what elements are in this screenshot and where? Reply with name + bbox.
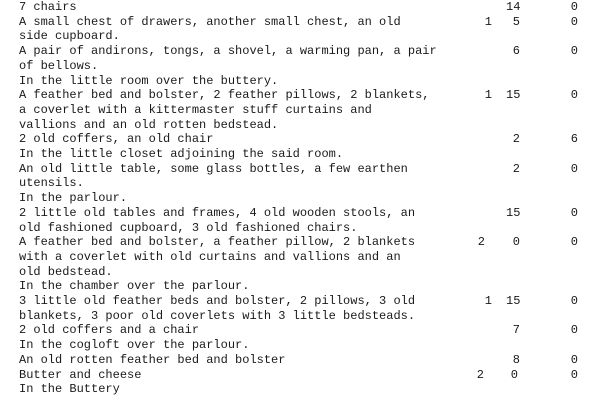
shillings-value: 6 xyxy=(512,44,520,59)
entry-description xyxy=(0,15,459,44)
shillings-value: 2 xyxy=(512,161,520,176)
entry-description xyxy=(0,206,459,235)
description-line: 2 old coffers, an old chair xyxy=(19,132,214,147)
description-line: In the chamber over the parlour. xyxy=(19,279,250,294)
pounds-value: 2 xyxy=(476,367,484,382)
section-heading xyxy=(0,147,600,162)
section-heading xyxy=(0,279,600,294)
entry-description xyxy=(0,294,459,323)
entry-description xyxy=(0,323,459,338)
shillings-value: 15 xyxy=(506,88,521,103)
pence-value: 0 xyxy=(570,352,578,367)
inventory-entry xyxy=(0,353,600,368)
entry-description xyxy=(0,368,459,383)
pence-value: 0 xyxy=(570,235,578,250)
inventory-entry xyxy=(0,368,600,383)
description-line: A small chest of drawers, another small chest, an old xyxy=(19,14,401,29)
pence-value: 0 xyxy=(570,0,578,14)
description-line: A feather bed and bolster, a feather pillow, 2 blankets xyxy=(19,235,416,250)
description-line: vallions and an old rotten bedstead. xyxy=(19,117,279,132)
description-line: 2 little old tables and frames, 4 old wooden stools, an xyxy=(19,205,416,220)
pence-value: 0 xyxy=(570,294,578,309)
entry-description xyxy=(0,162,459,191)
shillings-value: 8 xyxy=(512,352,520,367)
inventory-entry xyxy=(0,206,600,235)
pounds-value: 1 xyxy=(484,14,492,29)
description-line: In the little closet adjoining the said room. xyxy=(19,147,344,162)
description-line: of bellows. xyxy=(19,58,99,73)
entry-description xyxy=(0,88,459,132)
description-line: old fashioned cupboard, 3 old fashioned chairs. xyxy=(19,220,358,235)
description-line: In the cogloft over the parlour. xyxy=(19,338,250,353)
shillings-value: 15 xyxy=(506,205,521,220)
entry-description xyxy=(0,235,459,279)
pounds-value: 1 xyxy=(484,294,492,309)
pence-value: 0 xyxy=(570,161,578,176)
description-line: An old little table, some glass bottles, a few earthen xyxy=(19,161,408,176)
inventory-entry xyxy=(0,294,600,323)
description-line: A pair of andirons, tongs, a shovel, a warming pan, a pair xyxy=(19,44,437,59)
description-line: 3 little old feather beds and bolster, 2 pillows, 3 old xyxy=(19,294,416,309)
shillings-value: 0 xyxy=(512,235,520,250)
shillings-value: 7 xyxy=(512,323,520,338)
heading-text xyxy=(0,279,479,294)
inventory-entry xyxy=(0,0,600,15)
pence-value: 0 xyxy=(570,44,578,59)
pence-value: 0 xyxy=(570,367,578,382)
pence-value: 0 xyxy=(570,88,578,103)
entry-description xyxy=(0,0,459,15)
pence-value: 0 xyxy=(570,205,578,220)
heading-text xyxy=(0,74,479,89)
shillings-value: 5 xyxy=(512,14,520,29)
description-line: An old rotten feather bed and bolster xyxy=(19,352,286,367)
shillings-value: 14 xyxy=(506,0,521,14)
shillings-value: 0 xyxy=(510,367,518,382)
inventory-entry xyxy=(0,235,600,279)
pence-value: 0 xyxy=(570,14,578,29)
section-heading xyxy=(0,74,600,89)
description-line: a coverlet with a kittermaster stuff curtains and xyxy=(19,102,372,117)
heading-text xyxy=(0,191,479,206)
cutoff-line: In the Buttery xyxy=(19,382,120,397)
shillings-value: 2 xyxy=(512,132,520,147)
pence-value: 0 xyxy=(570,323,578,338)
pounds-value: 2 xyxy=(477,235,485,250)
entry-description xyxy=(0,353,459,368)
heading-text xyxy=(0,338,479,353)
description-line: Butter and cheese xyxy=(19,367,142,382)
description-line: utensils. xyxy=(19,176,84,191)
inventory-entry xyxy=(0,132,600,147)
inventory-entry xyxy=(0,15,600,44)
shillings-value: 15 xyxy=(506,294,521,309)
description-line: side cupboard. xyxy=(19,29,120,44)
description-line: A feather bed and bolster, 2 feather pillows, 2 blankets, xyxy=(19,88,430,103)
description-line: In the parlour. xyxy=(19,191,128,206)
description-line: In the little room over the buttery. xyxy=(19,73,279,88)
entry-description xyxy=(0,132,459,147)
inventory-entry xyxy=(0,162,600,191)
inventory-entry xyxy=(0,323,600,338)
inventory-entry xyxy=(0,88,600,132)
description-line: old bedstead. xyxy=(19,264,113,279)
entry-description xyxy=(0,44,459,73)
inventory-entry xyxy=(0,44,600,73)
description-line: with a coverlet with old curtains and vallions and an xyxy=(19,249,401,264)
heading-text xyxy=(0,147,479,162)
pence-value: 6 xyxy=(570,132,578,147)
section-heading xyxy=(0,191,600,206)
section-heading xyxy=(0,338,600,353)
pounds-value: 1 xyxy=(484,88,492,103)
description-line: blankets, 3 poor old coverlets with 3 little bedsteads. xyxy=(19,308,416,323)
description-line: 7 chairs xyxy=(19,0,77,14)
description-line: 2 old coffers and a chair xyxy=(19,323,200,338)
